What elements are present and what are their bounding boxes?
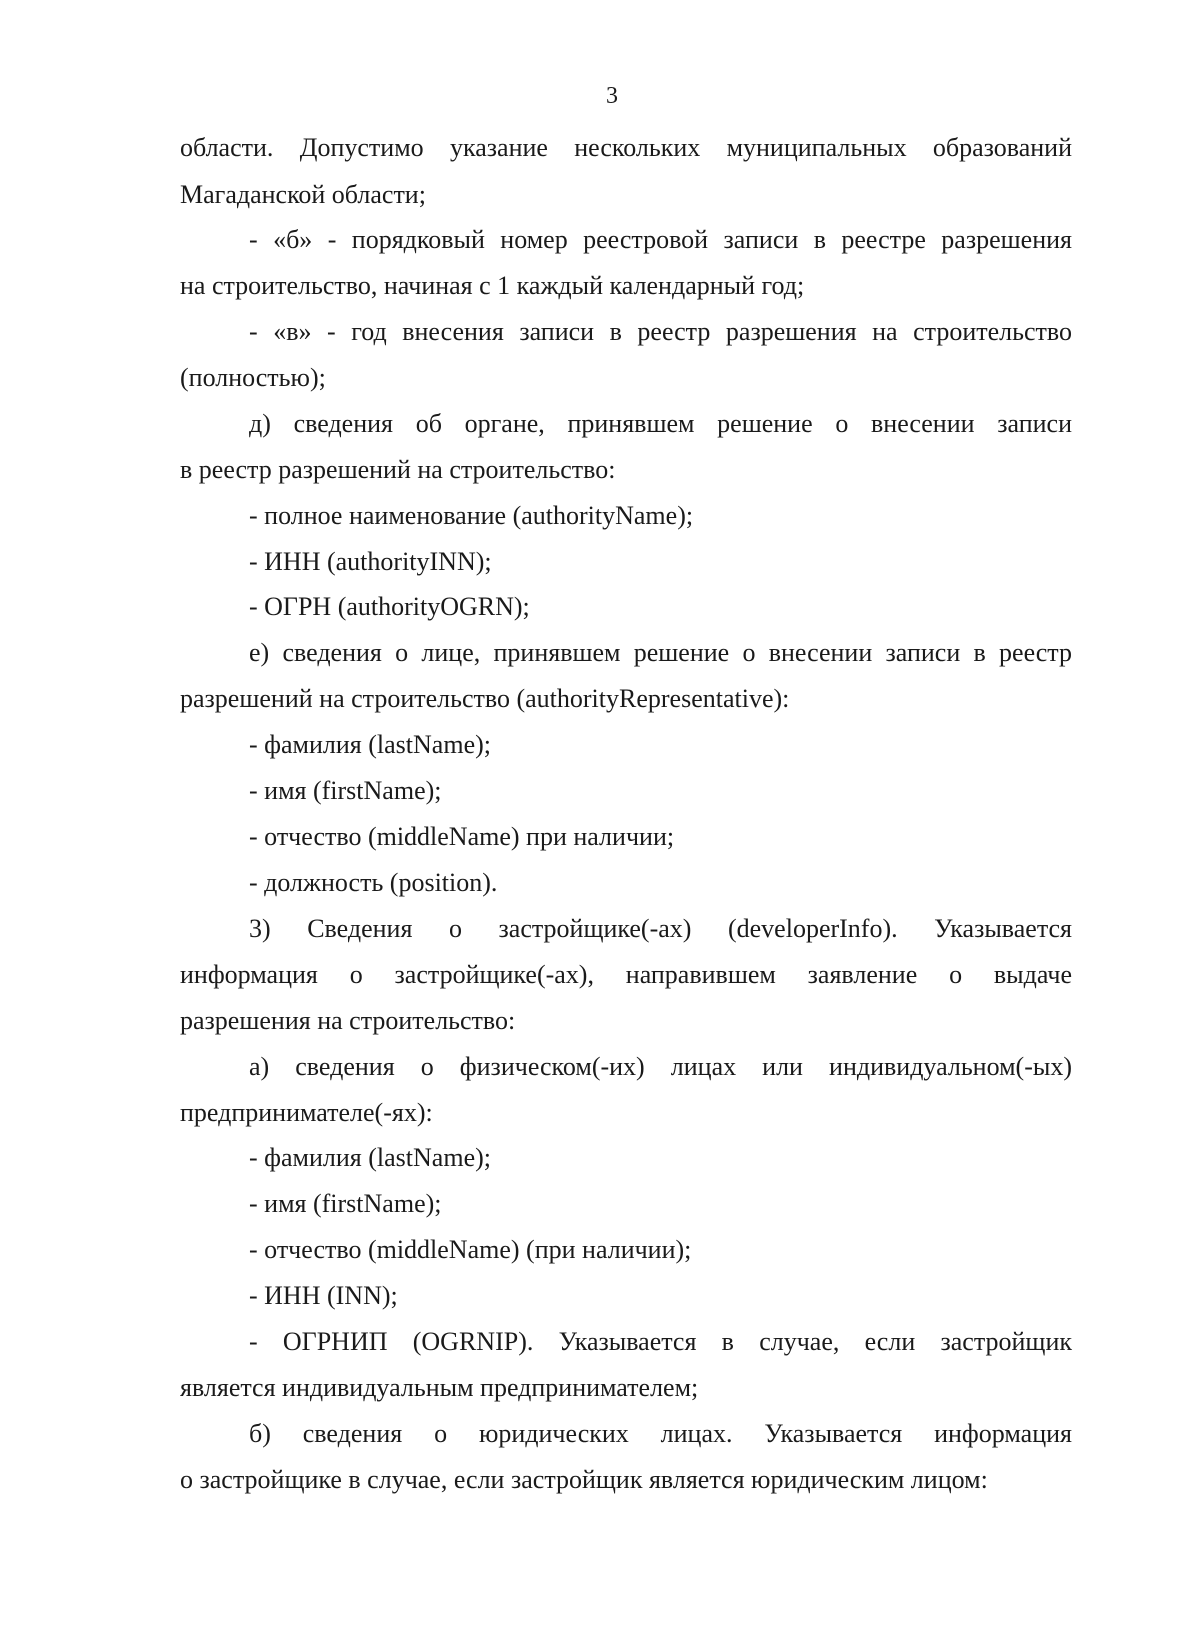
text-line: Магаданской области; xyxy=(180,180,426,209)
text-line: д) сведения об органе, принявшем решение о внесении записи xyxy=(249,409,1072,438)
text-line: о застройщике в случае, если застройщик является юридическим лицом: xyxy=(180,1465,988,1494)
text-line: области. Допустимо указание нескольких муниципальных образований xyxy=(180,133,1072,162)
page-number: 3 xyxy=(606,83,618,109)
text-line: на строительство, начиная с 1 каждый календарный год; xyxy=(180,271,805,300)
text-line: б) сведения о юридических лицах. Указывается информация xyxy=(249,1419,1072,1448)
text-line: а) сведения о физическом(-их) лицах или индивидуальном(-ых) xyxy=(249,1052,1072,1081)
text-line: - полное наименование (authorityName); xyxy=(249,501,694,530)
text-line: - имя (firstName); xyxy=(249,1189,442,1218)
text-line: в реестр разрешений на строительство: xyxy=(180,455,616,484)
text-line: информация о застройщике(-ах), направившем заявление о выдаче xyxy=(180,960,1072,989)
text-line: (полностью); xyxy=(180,363,326,392)
text-line: разрешений на строительство (authorityRepresentative): xyxy=(180,684,790,713)
text-line: - «б» - порядковый номер реестровой записи в реестре разрешения xyxy=(249,225,1072,254)
text-line: е) сведения о лице, принявшем решение о внесении записи в реестр xyxy=(249,638,1072,667)
text-line: - ОГРНИП (OGRNIP). Указывается в случае, если застройщик xyxy=(249,1327,1072,1356)
text-line: - отчество (middleName) (при наличии); xyxy=(249,1235,692,1264)
text-line: - должность (position). xyxy=(249,868,498,897)
text-line: является индивидуальным предпринимателем; xyxy=(180,1373,699,1402)
text-line: - ИНН (authorityINN); xyxy=(249,547,492,576)
text-line: - ИНН (INN); xyxy=(249,1281,398,1310)
text-line: - «в» - год внесения записи в реестр разрешения на строительство xyxy=(249,317,1072,346)
text-line: разрешения на строительство: xyxy=(180,1006,516,1035)
text-line: 3) Сведения о застройщике(-ах) (developerInfo). Указывается xyxy=(249,914,1072,943)
text-line: - ОГРН (authorityOGRN); xyxy=(249,592,530,621)
text-line: предпринимателе(-ях): xyxy=(180,1098,433,1127)
text-line: - отчество (middleName) при наличии; xyxy=(249,822,675,851)
text-line: - имя (firstName); xyxy=(249,776,442,805)
text-line: - фамилия (lastName); xyxy=(249,730,491,759)
text-line: - фамилия (lastName); xyxy=(249,1143,491,1172)
